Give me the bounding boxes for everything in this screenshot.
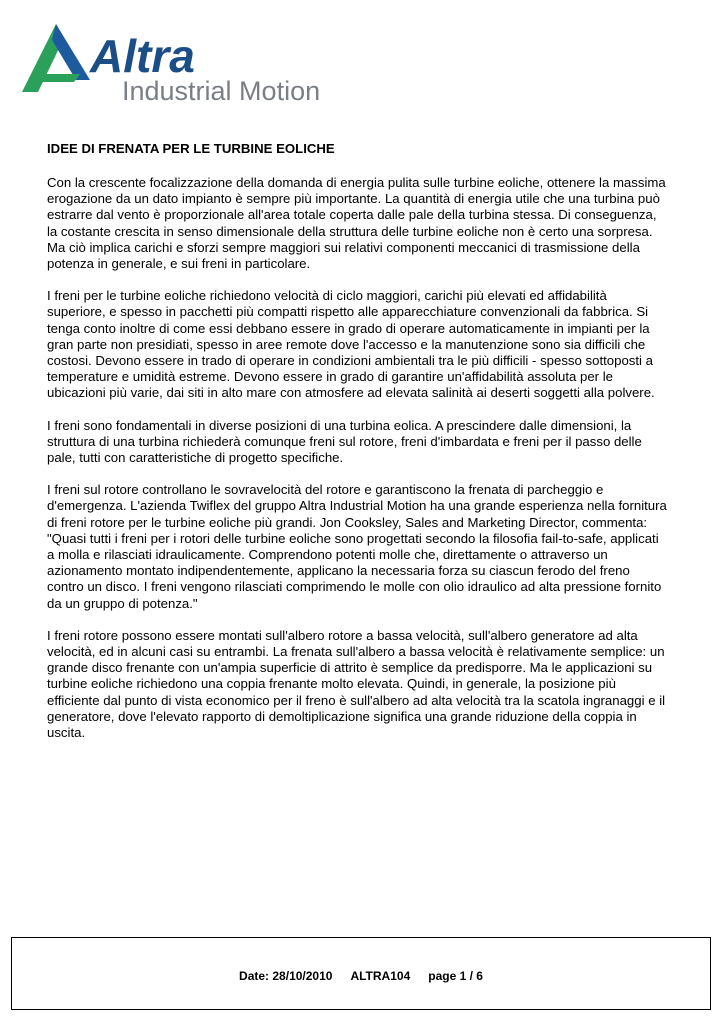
- footer-page-number: page 1 / 6: [428, 969, 483, 983]
- paragraph-1: Con la crescente focalizzazione della domanda di energia pulita sulle turbine eoliche, ottenere la massima erogazione da un dato impianto è sempre più importante. La quantità di energia utile che una turbina può estrarre dal vento è proporzionale all'area totale coperta dalle pale della turbina stessa. Di conseguenza, la costante crescita in senso dimensionale della struttura delle turbine eoliche non è certo una sorpresa. Ma ciò implica carichi e sforzi sempre maggiori sui relativi componenti meccanici di trasmissione della potenza in generale, e sui freni in particolare.: [47, 175, 666, 272]
- footer-date: Date: 28/10/2010: [239, 969, 333, 983]
- document-title: IDEE DI FRENATA PER LE TURBINE EOLICHE: [47, 141, 335, 156]
- paragraph-2: I freni per le turbine eoliche richiedono velocità di ciclo maggiori, carichi più elevati ed affidabilità superiore, e spesso in pacchetti più compatti rispetto alle apparecchiature convenzionali da fabbrica. Si tenga conto inoltre di come essi debbano essere in grado di operare automaticamente in impianti per la gran parte non presidiati, spesso in aree remote dove l'accesso e la manutenzione sono sia difficili che costosi. Devono essere in trado di operare in condizioni ambientali tra le più difficili - spesso sottoposti a temperature e umidità estreme. Devono essere in grado di garantire un'affidabilità assoluta per le ubicazioni più varie, dai siti in alto mare con atmosfere ad elevata salinità ai deserti soggetti alla polvere.: [47, 288, 655, 401]
- company-logo: [18, 20, 358, 110]
- page-footer: [11, 937, 711, 1010]
- footer-info: [12, 969, 710, 983]
- paragraph-4: I freni sul rotore controllano le sovravelocità del rotore e garantiscono la frenata di parcheggio e d'emergenza. L'azienda Twiflex del gruppo Altra Industrial Motion ha una grande esperienza nella fornitura di freni rotore per le turbine eoliche più grandi. Jon Cooksley, Sales and Marketing Director, commenta: "Quasi tutti i freni per i rotori delle turbine eoliche sono progettati secondo la filosofia fail-to-safe, applicati a molla e rilasciati idraulicamente. Comprendono potenti molle che, direttamente o attraverso un azionamento montato indipendentemente, applicano la necessaria forza su ciascun ferodo del freno contro un disco. I freni vengono rilasciati comprimendo le molle con olio idraulico ad alta pressione fornito da un gruppo di potenza.": [47, 482, 667, 611]
- logo-crossbar: [42, 74, 80, 82]
- altra-logo-mark-icon: [18, 20, 358, 110]
- logo-tagline-text: Industrial Motion: [122, 76, 321, 106]
- document-body: [47, 140, 683, 757]
- logo-brand-text: Altra: [90, 30, 195, 82]
- paragraph-5: I freni rotore possono essere montati sull'albero rotore a bassa velocità, sull'albero generatore ad alta velocità, ed in alcuni casi su entrambi. La frenata sull'albero a bassa velocità è relativamente semplice: un grande disco frenante con un'ampia superficie di attrito è semplice da predisporre. Ma le applicazioni su turbine eoliche richiedono una coppia frenante molto elevata. Quindi, in generale, la posizione più efficiente dal punto di vista economico per il freno è sull'albero ad alta velocità tra la scatola ingranaggi e il generatore, dove l'elevato rapporto di demoltiplicazione significa una grande riduzione della coppia in uscita.: [47, 627, 666, 741]
- footer-document-code: ALTRA104: [350, 969, 411, 983]
- paragraph-3: I freni sono fondamentali in diverse posizioni di una turbina eolica. A prescindere dalle dimensioni, la struttura di una turbina richiederà comunque freni sul rotore, freni d'imbardata e freni per il passo delle pale, tutti con caratteristiche di progetto specifiche.: [47, 417, 642, 466]
- logo-blue-stroke: [52, 24, 90, 80]
